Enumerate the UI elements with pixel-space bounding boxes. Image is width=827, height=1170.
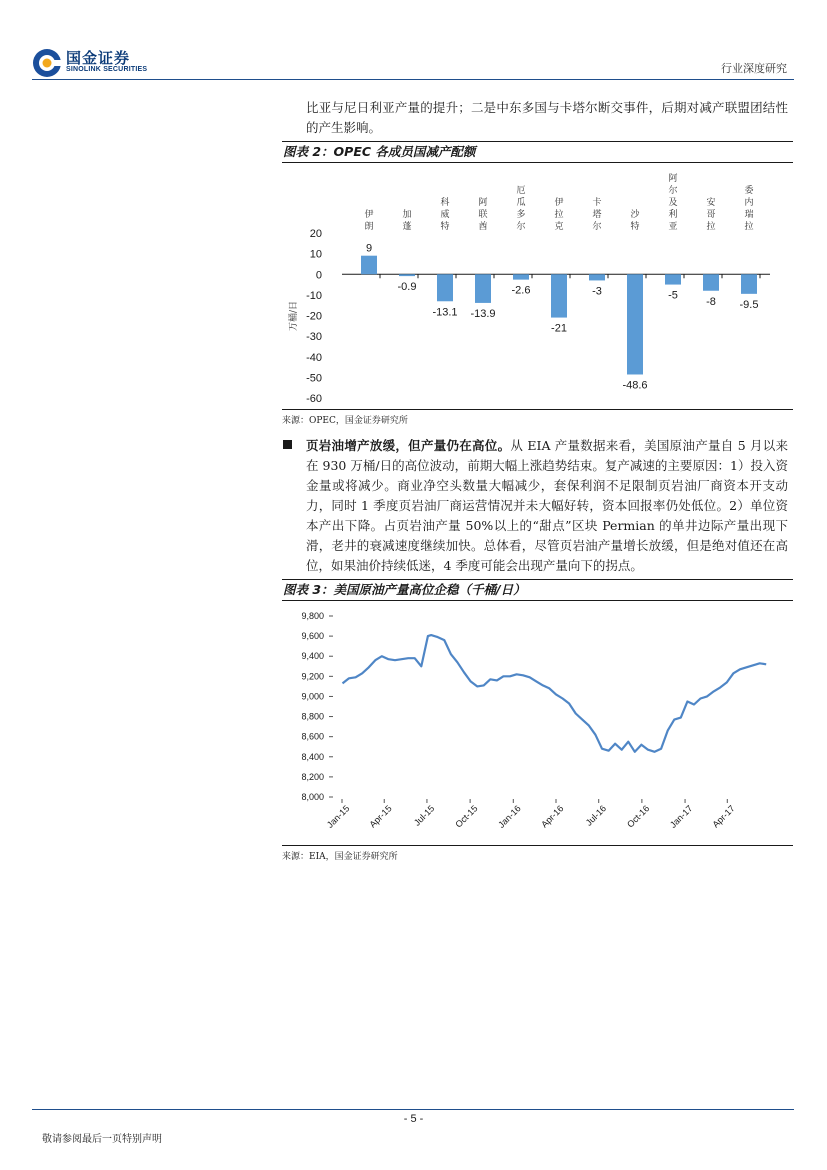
category-label: 加蓬 [402, 210, 412, 232]
paragraph-body: 从 EIA 产量数据来看，美国原油产量自 5 月以来在 930 万桶/日的高位波动，前期大幅上涨趋势结束。复产减速的主要原因：1）投入资金量或将减少。商业净空头数量大幅减少，套保利润不足限制页岩油厂商资本开支动力，同时 1 季度页岩油厂商运营情况并未大幅好转，资本回报率仍处低位。2）单位资本产出下降。占页岩油产量 50%以上的“甜点”区块 Permian 的单井边际产量出现下滑，老井的衰减速度继续加快。总体看，尽管页岩油产量增长放缓，但是绝对值还在高位，如果油价持续低迷，4 季度可能会出现产量向下的拐点。 [306, 438, 788, 573]
data-label: -2.6 [511, 284, 531, 297]
x-tick-label: Jul-15 [411, 803, 437, 828]
bar-9 [703, 274, 719, 291]
y-tick-label: 9,200 [301, 671, 324, 682]
disclaimer-note: 敬请参阅最后一页特别声明 [42, 1134, 162, 1145]
figure3-source: 来源：EIA，国金证券研究所 [282, 852, 398, 862]
y-tick-label: 8,400 [301, 751, 324, 762]
data-label: -13.1 [432, 306, 458, 319]
y-tick-label: 8,600 [301, 731, 324, 742]
y-tick-label: 10 [309, 248, 322, 261]
bar-5 [551, 274, 567, 317]
y-tick-label: -60 [306, 393, 322, 405]
category-label: 伊朗 [364, 210, 374, 232]
data-label: 9 [365, 242, 373, 255]
figure2-bottom-rule [282, 409, 793, 410]
bar-1 [399, 274, 415, 276]
data-label: -9.5 [739, 298, 759, 311]
y-axis-label: 万桶/日 [289, 300, 299, 332]
y-tick-label: 9,400 [301, 651, 324, 662]
production-series-line [343, 635, 767, 752]
y-tick-label: -40 [306, 351, 322, 364]
logo-english-name: SINOLINK SECURITIES [66, 66, 148, 73]
y-tick-label: -20 [306, 310, 322, 323]
logo-chinese-name: 国金证券 [66, 49, 131, 67]
x-tick-label: Oct-15 [453, 803, 480, 830]
y-tick-label: 8,000 [301, 792, 324, 802]
x-tick-label: Jul-16 [583, 803, 609, 828]
x-tick-label: Apr-15 [367, 803, 394, 830]
page-number: - 5 - [403, 1113, 424, 1125]
intro-paragraph: 比亚与尼日利亚产量的提升；二是中东多国与卡塔尔断交事件，后期对减产联盟团结性的产生影响。 [306, 100, 788, 135]
data-label: -13.9 [470, 307, 496, 320]
x-tick-label: Apr-16 [539, 803, 566, 830]
category-label: 阿尔及利亚 [668, 174, 678, 232]
data-label: -8 [706, 295, 716, 308]
y-tick-label: 8,200 [301, 771, 324, 782]
figure3-title: 图表 3：美国原油产量高位企稳（千桶/日） [282, 579, 793, 601]
y-tick-label: 9,000 [301, 691, 324, 702]
x-tick-label: Oct-16 [625, 803, 652, 830]
us-crude-production-line-chart [282, 604, 793, 844]
footer-divider [32, 1109, 794, 1110]
y-tick-label: -10 [306, 289, 322, 302]
header-divider [32, 79, 794, 80]
data-label: -48.6 [622, 379, 648, 392]
figure2-source: 来源：OPEC，国金证券研究所 [282, 416, 408, 426]
company-logo [32, 46, 172, 80]
bar-10 [741, 274, 757, 294]
y-tick-label: 9,800 [301, 611, 324, 621]
opec-quota-bar-chart [282, 164, 793, 409]
category-label: 科威特 [440, 198, 450, 232]
shale-oil-paragraph [306, 436, 788, 576]
bar-6 [589, 274, 605, 280]
bar-8 [665, 274, 681, 284]
x-tick-label: Apr-17 [710, 803, 737, 830]
data-label: -3 [592, 285, 602, 298]
bar-7 [627, 274, 643, 374]
category-label: 沙特 [630, 210, 640, 232]
bar-0 [361, 256, 377, 275]
bullet-square [283, 440, 292, 449]
y-tick-label: -30 [306, 331, 322, 344]
data-label: -5 [668, 289, 678, 302]
figure3-bottom-rule [282, 845, 793, 846]
figure2-title: 图表 2：OPEC 各成员国减产配额 [282, 141, 793, 163]
category-label: 伊拉克 [554, 198, 564, 232]
category-label: 委内瑞拉 [744, 186, 754, 232]
y-tick-label: 8,800 [301, 711, 324, 722]
y-tick-label: 0 [315, 269, 322, 282]
bar-2 [437, 274, 453, 301]
sinolink-logo-icon [32, 48, 62, 78]
y-tick-label: 9,600 [301, 631, 324, 642]
bar-4 [513, 274, 529, 279]
category-label: 卡塔尔 [592, 198, 602, 232]
paragraph-lead: 页岩油增产放缓，但产量仍在高位。 [306, 438, 511, 453]
y-tick-label: -50 [306, 372, 322, 385]
bar-3 [475, 274, 491, 303]
category-label: 阿联酋 [478, 198, 488, 232]
x-tick-label: Jan-16 [496, 803, 523, 830]
report-section-label: 行业深度研究 [721, 62, 787, 75]
data-label: -21 [551, 322, 567, 335]
y-tick-label: 20 [309, 228, 322, 240]
category-label: 厄瓜多尔 [516, 186, 526, 232]
x-tick-label: Jan-15 [324, 803, 352, 830]
x-tick-label: Jan-17 [667, 803, 695, 830]
category-label: 安哥拉 [706, 198, 716, 232]
data-label: -0.9 [397, 281, 417, 294]
